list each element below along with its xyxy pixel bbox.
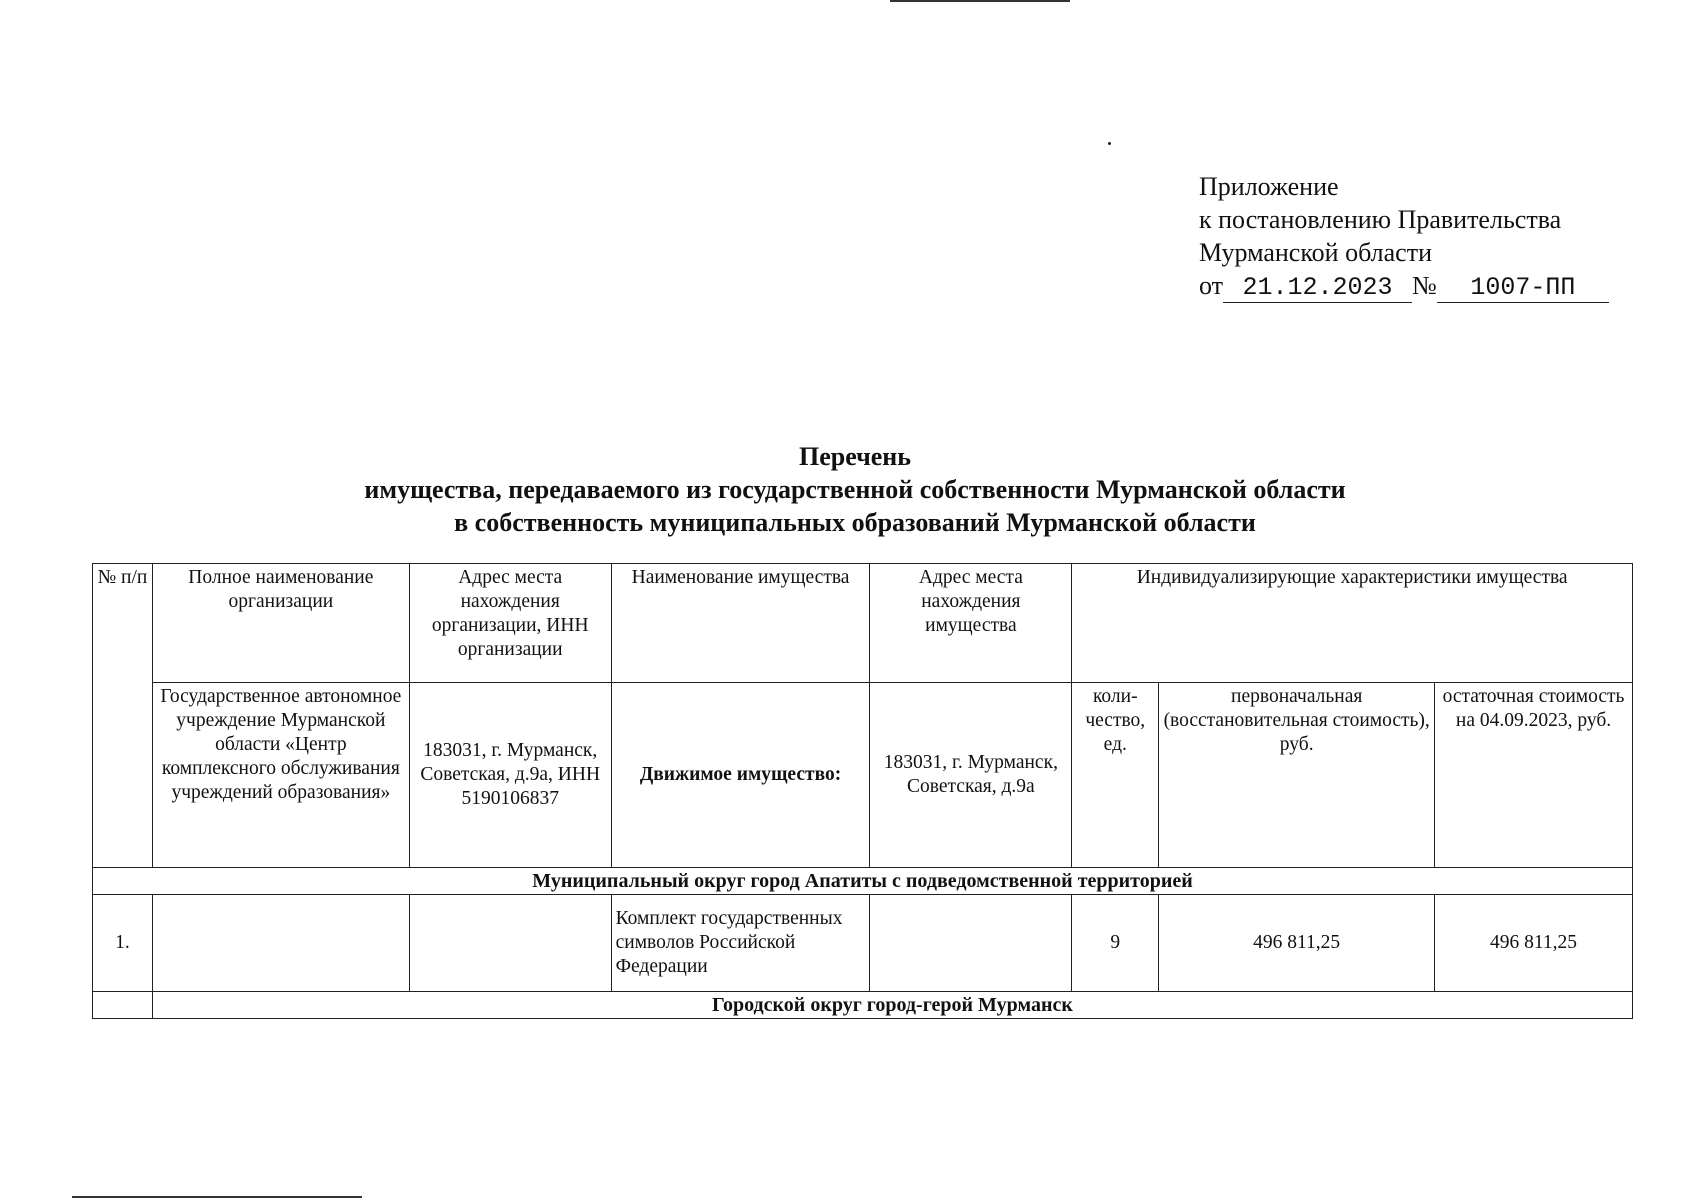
item-quantity: 9 bbox=[1072, 895, 1159, 992]
item-num: 1. bbox=[93, 895, 153, 992]
title-line-3: в собственность муниципальных образований Мурманской области bbox=[454, 508, 1256, 537]
item-org-name-empty bbox=[152, 895, 409, 992]
number-label: № bbox=[1412, 271, 1437, 300]
property-address: 183031, г. Мурманск, Советская, д.9а bbox=[870, 683, 1072, 868]
decree-date: 21.12.2023 bbox=[1223, 274, 1412, 303]
org-name: Государственное автономное учреждение Мурманской области «Центр комплексного обслуживания учреждений образования» bbox=[152, 683, 409, 868]
header-property-address: Адрес места нахождения имущества bbox=[870, 564, 1072, 683]
item-address-empty bbox=[870, 895, 1072, 992]
header-residual-cost: остаточная стоимость на 04.09.2023, руб. bbox=[1435, 683, 1633, 868]
scan-artifact-bottom bbox=[72, 1196, 362, 1198]
appendix-date-line bbox=[1199, 269, 1609, 303]
item-name: Комплект государственных символов Российской Федерации bbox=[611, 895, 870, 992]
section-row bbox=[93, 992, 1633, 1019]
org-address: 183031, г. Мурманск, Советская, д.9а, ИНН 5190106837 bbox=[409, 683, 611, 868]
organization-row bbox=[93, 683, 1633, 868]
header-org-name: Полное наименование организации bbox=[152, 564, 409, 683]
header-quantity: коли-чество, ед. bbox=[1072, 683, 1159, 868]
appendix-line-1: Приложение bbox=[1199, 172, 1339, 201]
title-line-2: имущества, передаваемого из государственной собственности Мурманской области bbox=[364, 475, 1346, 504]
table-header-row bbox=[93, 564, 1633, 683]
property-type: Движимое имущество: bbox=[611, 683, 870, 868]
item-initial-cost: 496 811,25 bbox=[1159, 895, 1435, 992]
section-title: Муниципальный округ город Апатиты с подведомственной территорией bbox=[93, 868, 1633, 895]
scan-artifact-dot bbox=[1108, 142, 1111, 145]
item-residual-cost: 496 811,25 bbox=[1435, 895, 1633, 992]
appendix-line-3: Мурманской области bbox=[1199, 238, 1432, 267]
scan-artifact-top bbox=[890, 0, 1070, 2]
property-table bbox=[92, 563, 1633, 1019]
header-characteristics: Индивидуализирующие характеристики имущества bbox=[1072, 564, 1633, 683]
header-num: № п/п bbox=[93, 564, 153, 868]
header-initial-cost: первоначальная (восстановительная стоимость), руб. bbox=[1159, 683, 1435, 868]
appendix-line-2: к постановлению Правительства bbox=[1199, 205, 1562, 234]
section-title: Городской округ город-герой Мурманск bbox=[152, 992, 1632, 1019]
header-org-address: Адрес места нахождения организации, ИНН организации bbox=[409, 564, 611, 683]
document-title bbox=[210, 440, 1500, 539]
section-num-empty bbox=[93, 992, 153, 1019]
table-row bbox=[93, 895, 1633, 992]
appendix-block bbox=[1199, 170, 1609, 303]
from-label: от bbox=[1199, 271, 1224, 300]
item-org-address-empty bbox=[409, 895, 611, 992]
section-row bbox=[93, 868, 1633, 895]
header-property-name: Наименование имущества bbox=[611, 564, 870, 683]
title-line-1: Перечень bbox=[798, 442, 912, 471]
decree-number: 1007-ПП bbox=[1437, 274, 1609, 303]
